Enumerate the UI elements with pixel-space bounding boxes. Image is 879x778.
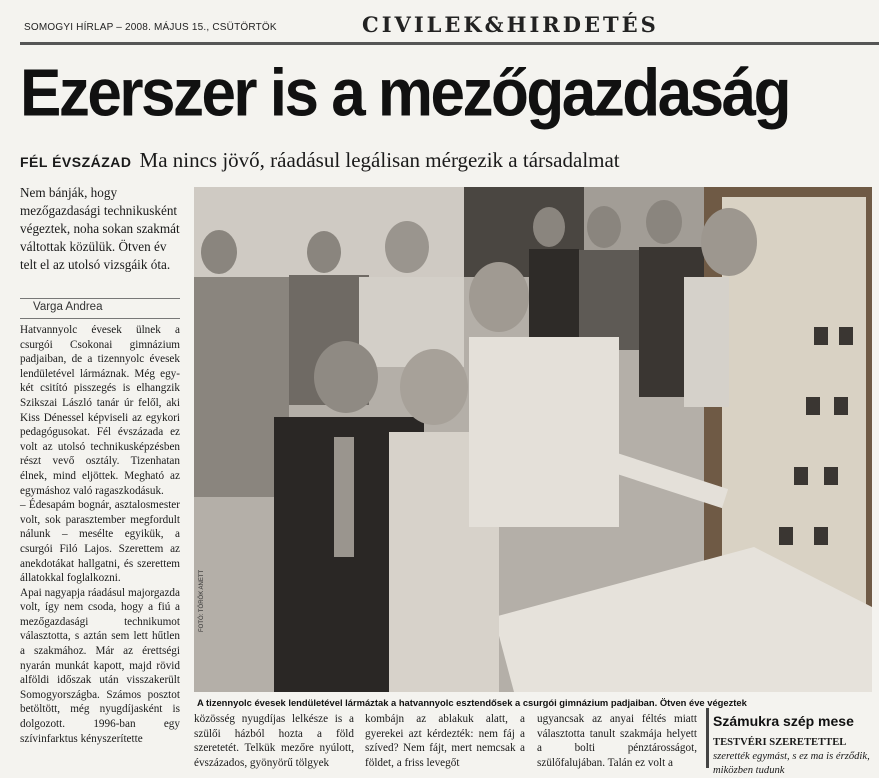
page-header — [20, 0, 879, 46]
group-photo-illustration — [194, 187, 872, 692]
photo-caption: A tizennyolc évesek lendületével lármáztak a hatvannyolc esztendősek a csurgói gimnázium padjaiban. Ötven éve végeztek — [197, 697, 747, 708]
body-column-1: Hatvannyolc évesek ülnek a csurgói Csokonai gimnázium padjaiban, de a tizennyolc évesek lendületével lármáznak. Még egy-két csitító pisszegés is elhangzik Szikszai László tanár úr felől, aki Kiss Dénessel képviseli az egykori pedagógusokat. Fél évszázada ez volt az utolsó technikusképzésben részt vevő osztály. Tizenhatan élnek, mind eljöttek. Megható az egymáshoz való ragaszkodásuk. – Édesapám bognár, asztalosmester volt, sok parasztember megfordult nálunk – mesélte egyikük, a csurgói Filó Lajos. Szerettem az anekdotákat hallgatni, és szerettem állatokkal foglalkozni. Apai nagyapja ráadásul majorgazda volt, így nem csoda, hogy a fiú a mezőgazdasági technikumot választotta, s aztán sem lett hűtlen a szakmához. Már az érettségi nyarán munkát kapott, majd rövid alföldi időszak után visszakerült Somogyországba. Számos posztot betöltött, még nyugdíjasként is dolgozott. 1996-ban egy szívinfarktus kényszerítette — [20, 324, 180, 745]
sidebar-title: Számukra szép mese — [713, 713, 854, 729]
kicker: FÉL ÉVSZÁZAD — [20, 154, 132, 170]
sidebar-rule — [706, 708, 709, 768]
subheadline: Ma nincs jövő, ráadásul legálisan mérgezik a társadalmat — [139, 148, 620, 172]
article-lead: Nem bánják, hogy mezőgazdasági technikusként végeztek, noha sokan szakmát váltottak közülük. Ötven év telt el az utolsó vizsgáik óta. — [20, 185, 180, 272]
byline-rule-top — [20, 298, 180, 299]
sidebar-lead-in: TESTVÉRI SZERETETTEL — [713, 737, 847, 748]
header-rule — [20, 42, 879, 45]
headline: Ezerszer is a mezőgazdaság — [20, 56, 789, 131]
byline-rule-bottom — [20, 318, 180, 319]
photo-credit: FOTÓ: TÖRÖK ANETT — [199, 569, 205, 632]
body-column-2: közösség nyugdíjas lelkésze is a szülői házból hozta a föld szeretetét. Telkük mezőre nyúlott, évszázados, gyönyörű tölgyek — [194, 713, 354, 769]
byline: Varga Andrea — [33, 301, 103, 313]
sidebar-body: szerették egymást, s ez ma is érződik, miközben tudunk — [713, 751, 870, 776]
subheadline-row — [20, 148, 879, 173]
publication-info: SOMOGYI HÍRLAP – 2008. MÁJUS 15., CSÜTÖRTÖK — [24, 22, 277, 33]
body-column-3: kombájn az ablakuk alatt, a gyerekei azt kérdezték: nem fáj a szíved? Nem fájt, mert nemcsak a földet, a friss levegőt — [365, 713, 525, 769]
article-photo — [194, 187, 872, 692]
body-column-4: ugyancsak az anyai féltés miatt választotta tanult szakmája helyett a bolti pénztárosságot, szülőfalujában. Talán ez volt a — [537, 713, 697, 769]
section-title: CIVILEK&HIRDETÉS — [362, 12, 659, 37]
sidebar-text — [713, 736, 873, 776]
